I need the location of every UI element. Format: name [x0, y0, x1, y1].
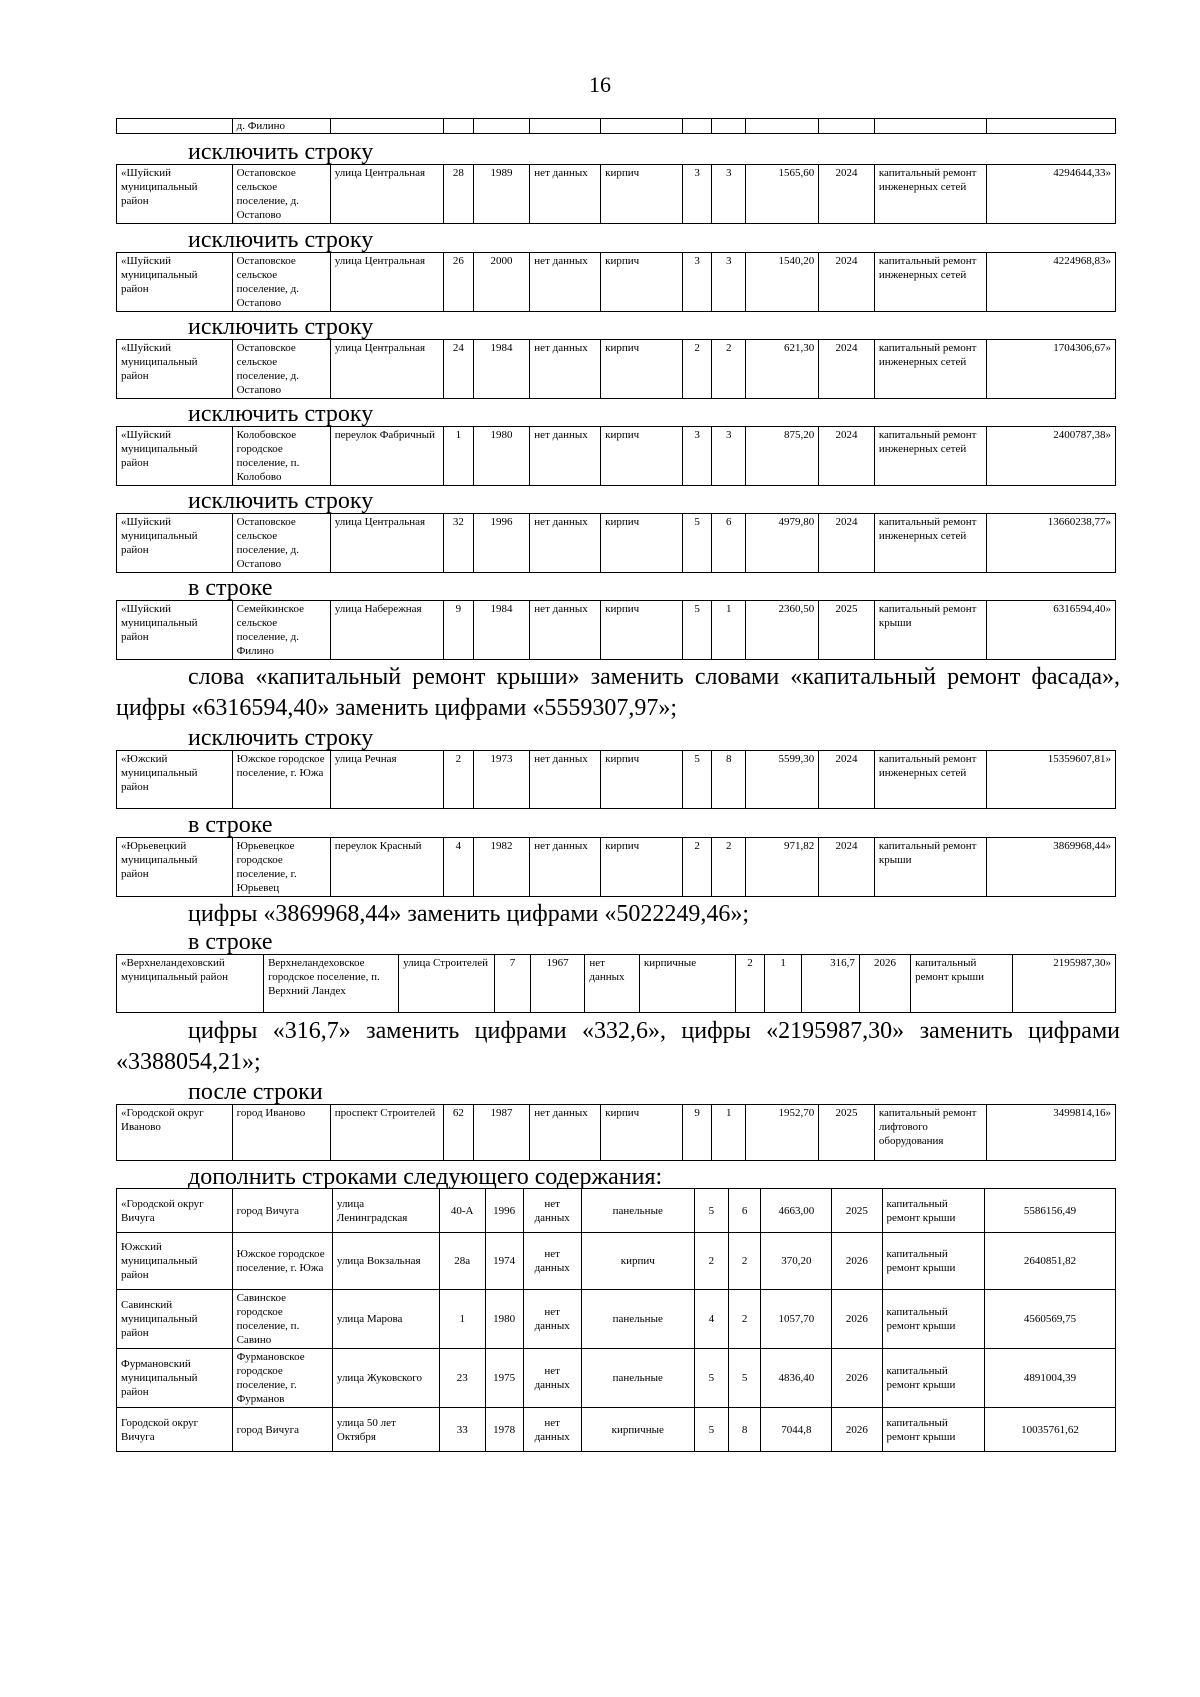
table-cell: переулок Красный: [330, 838, 443, 897]
table-cell: кирпич: [601, 514, 683, 573]
table-cell: 2024: [819, 165, 875, 224]
table-cell: 2: [712, 340, 746, 399]
table-cell: 5: [728, 1349, 761, 1408]
table-cell: 4663,00: [761, 1189, 832, 1233]
table-row: [117, 1105, 1116, 1161]
table-cell: капитальный ремонт инженерных сетей: [874, 514, 986, 573]
table-cell: кирпич: [601, 253, 683, 312]
table-cell: капитальный ремонт инженерных сетей: [874, 340, 986, 399]
table-cell: [473, 119, 530, 134]
table-cell: «Шуйский муниципальный район: [117, 514, 233, 573]
table-cell: Южский муниципальный район: [117, 1233, 233, 1290]
table-cell: 3: [712, 165, 746, 224]
record-table: [116, 118, 1116, 134]
amendment-row-block: [116, 339, 1116, 399]
table-cell: 15359607,81»: [987, 751, 1116, 809]
added-row: [117, 1189, 1116, 1233]
table-cell: 1984: [473, 340, 530, 399]
table-cell: 4294644,33»: [987, 165, 1116, 224]
table-cell: Остаповское сельское поселение, д. Остапово: [232, 514, 330, 573]
table-cell: нет данных: [530, 1105, 601, 1161]
table-cell: кирпичные: [639, 955, 735, 1013]
table-cell: 1974: [485, 1233, 523, 1290]
table-cell: 9: [444, 601, 473, 660]
instruction-heading: в строке: [188, 812, 273, 838]
table-cell: 1: [712, 601, 746, 660]
table-cell: «Юрьевецкий муниципальный район: [117, 838, 233, 897]
record-table: [116, 600, 1116, 660]
table-cell: 1: [712, 1105, 746, 1161]
table-cell: капитальный ремонт инженерных сетей: [874, 427, 986, 486]
table-cell: нет данных: [530, 838, 601, 897]
table-cell: 4224968,83»: [987, 253, 1116, 312]
table-cell: 2640851,82: [985, 1233, 1116, 1290]
table-cell: нет данных: [523, 1349, 581, 1408]
table-cell: «Шуйский муниципальный район: [117, 427, 233, 486]
table-cell: Остаповское сельское поселение, д. Остапово: [232, 340, 330, 399]
table-cell: улица Ленинградская: [332, 1189, 439, 1233]
table-cell: [601, 119, 683, 134]
table-cell: капитальный ремонт крыши: [911, 955, 1013, 1013]
table-cell: кирпич: [601, 838, 683, 897]
table-cell: Савинское городское поселение, п. Савино: [232, 1290, 332, 1349]
table-cell: кирпич: [601, 427, 683, 486]
table-cell: 5: [682, 514, 711, 573]
table-cell: 4560569,75: [985, 1290, 1116, 1349]
table-cell: 28: [444, 165, 473, 224]
added-row: [117, 1290, 1116, 1349]
table-cell: 1984: [473, 601, 530, 660]
table-cell: 1952,70: [746, 1105, 819, 1161]
table-cell: 5: [694, 1408, 728, 1452]
amendment-note: слова «капитальный ремонт крыши» заменить словами «капитальный ремонт фасада», цифры «6316594,40» заменить цифрами «5559307,97»;: [116, 664, 1120, 721]
table-cell: 1980: [485, 1290, 523, 1349]
instruction-heading: исключить строку: [188, 227, 374, 253]
table-cell: 621,30: [746, 340, 819, 399]
table-cell: кирпич: [601, 340, 683, 399]
table-cell: 5586156,49: [985, 1189, 1116, 1233]
table-cell: 2024: [819, 514, 875, 573]
amendment-row-block: [116, 252, 1116, 312]
table-cell: 2024: [819, 427, 875, 486]
table-row: [117, 838, 1116, 897]
table-cell: 9: [682, 1105, 711, 1161]
table-cell: 7044,8: [761, 1408, 832, 1452]
table-cell: 1987: [473, 1105, 530, 1161]
amendment-row-block: [116, 164, 1116, 224]
table-cell: 32: [444, 514, 473, 573]
table-cell: нет данных: [530, 514, 601, 573]
table-cell: 2026: [832, 1408, 882, 1452]
table-cell: 1: [439, 1290, 485, 1349]
table-cell: город Вичуга: [232, 1189, 332, 1233]
table-cell: нет данных: [523, 1290, 581, 1349]
table-cell: 1540,20: [746, 253, 819, 312]
table-cell: «Южский муниципальный район: [117, 751, 233, 809]
table-cell: «Городской округ Вичуга: [117, 1189, 233, 1233]
table-cell: улица Центральная: [330, 514, 443, 573]
table-row: [117, 751, 1116, 809]
table-cell: 1978: [485, 1408, 523, 1452]
record-table: [116, 164, 1116, 224]
amendment-row-block: [116, 600, 1116, 660]
table-cell: Остаповское сельское поселение, д. Остапово: [232, 165, 330, 224]
table-cell: 1980: [473, 427, 530, 486]
table-cell: 6316594,40»: [987, 601, 1116, 660]
instruction-heading: исключить строку: [188, 488, 374, 514]
table-row: [117, 514, 1116, 573]
table-cell: капитальный ремонт инженерных сетей: [874, 165, 986, 224]
table-cell: капитальный ремонт инженерных сетей: [874, 253, 986, 312]
record-table: [116, 339, 1116, 399]
table-cell: [530, 119, 601, 134]
amendment-row-block: [116, 426, 1116, 486]
table-cell: 1967: [530, 955, 584, 1013]
table-cell: 4979,80: [746, 514, 819, 573]
continuation-row-block: [116, 118, 1116, 134]
record-table: [116, 513, 1116, 573]
record-table: [116, 750, 1116, 809]
instruction-heading: в строке: [188, 929, 273, 955]
table-row: [117, 427, 1116, 486]
instruction-heading: исключить строку: [188, 401, 374, 427]
table-cell: Городской округ Вичуга: [117, 1408, 233, 1452]
table-cell: «Городской округ Иваново: [117, 1105, 233, 1161]
table-cell: 370,20: [761, 1233, 832, 1290]
table-cell: 1: [444, 427, 473, 486]
table-cell: кирпич: [581, 1233, 694, 1290]
table-cell: нет данных: [530, 340, 601, 399]
table-cell: 2024: [819, 751, 875, 809]
table-cell: д. Филино: [232, 119, 330, 134]
table-cell: 3869968,44»: [987, 838, 1116, 897]
amendment-row-block: [116, 837, 1116, 897]
table-cell: Остаповское сельское поселение, д. Остапово: [232, 253, 330, 312]
table-cell: 2: [444, 751, 473, 809]
table-row: [117, 253, 1116, 312]
record-table: [116, 1104, 1116, 1161]
table-cell: нет данных: [530, 427, 601, 486]
table-cell: 28а: [439, 1233, 485, 1290]
table-cell: 2024: [819, 340, 875, 399]
table-cell: «Верхнеландеховский муниципальный район: [117, 955, 264, 1013]
table-cell: 3: [712, 253, 746, 312]
table-cell: панельные: [581, 1349, 694, 1408]
table-cell: 2026: [832, 1290, 882, 1349]
table-cell: 3499814,16»: [987, 1105, 1116, 1161]
table-cell: 3: [682, 427, 711, 486]
table-cell: 6: [728, 1189, 761, 1233]
table-cell: 1704306,67»: [987, 340, 1116, 399]
table-cell: 33: [439, 1408, 485, 1452]
table-cell: 1565,60: [746, 165, 819, 224]
table-cell: 1975: [485, 1349, 523, 1408]
table-row: [117, 165, 1116, 224]
table-cell: нет данных: [530, 165, 601, 224]
table-cell: Савинский муниципальный район: [117, 1290, 233, 1349]
table-cell: 2025: [819, 601, 875, 660]
table-cell: капитальный ремонт крыши: [874, 838, 986, 897]
table-cell: капитальный ремонт лифтового оборудования: [874, 1105, 986, 1161]
table-cell: переулок Фабричный: [330, 427, 443, 486]
table-cell: 2195987,30»: [1013, 955, 1116, 1013]
table-cell: 4: [444, 838, 473, 897]
table-row: [117, 955, 1116, 1013]
table-cell: улица Центральная: [330, 165, 443, 224]
table-cell: Юрьевецкое городское поселение, г. Юрьевец: [232, 838, 330, 897]
table-cell: 5: [682, 751, 711, 809]
table-cell: капитальный ремонт крыши: [882, 1233, 985, 1290]
table-cell: [117, 119, 233, 134]
table-cell: 2024: [819, 253, 875, 312]
table-row: [117, 340, 1116, 399]
table-cell: 5: [682, 601, 711, 660]
added-rows-block: [116, 1188, 1116, 1452]
table-cell: 62: [444, 1105, 473, 1161]
table-cell: [819, 119, 875, 134]
table-cell: кирпич: [601, 165, 683, 224]
table-cell: 2: [735, 955, 764, 1013]
table-cell: 4836,40: [761, 1349, 832, 1408]
table-cell: [746, 119, 819, 134]
table-cell: 7: [495, 955, 531, 1013]
amendment-row-block: [116, 513, 1116, 573]
table-cell: «Шуйский муниципальный район: [117, 340, 233, 399]
table-cell: 1: [765, 955, 802, 1013]
table-cell: 316,7: [802, 955, 860, 1013]
table-cell: панельные: [581, 1189, 694, 1233]
table-cell: улица Набережная: [330, 601, 443, 660]
table-row: [117, 601, 1116, 660]
table-cell: 2: [694, 1233, 728, 1290]
table-cell: улица Строителей: [399, 955, 495, 1013]
table-cell: 1057,70: [761, 1290, 832, 1349]
table-cell: 2: [682, 340, 711, 399]
table-cell: улица Центральная: [330, 253, 443, 312]
table-cell: кирпич: [601, 601, 683, 660]
instruction-heading: исключить строку: [188, 139, 374, 165]
amendment-note: цифры «3869968,44» заменить цифрами «5022249,46»;: [188, 901, 750, 927]
table-cell: 2: [728, 1233, 761, 1290]
table-cell: [682, 119, 711, 134]
table-cell: проспект Строителей: [330, 1105, 443, 1161]
table-cell: панельные: [581, 1290, 694, 1349]
table-cell: «Шуйский муниципальный район: [117, 253, 233, 312]
added-row: [117, 1408, 1116, 1452]
amendment-row-block: [116, 1104, 1116, 1161]
table-cell: кирпичные: [581, 1408, 694, 1452]
table-cell: 971,82: [746, 838, 819, 897]
table-cell: 24: [444, 340, 473, 399]
table-cell: нет данных: [530, 253, 601, 312]
table-cell: улица Центральная: [330, 340, 443, 399]
table-cell: капитальный ремонт инженерных сетей: [874, 751, 986, 809]
table-cell: 1989: [473, 165, 530, 224]
amendment-row-block: [116, 954, 1116, 1013]
table-cell: [874, 119, 986, 134]
table-cell: улица Речная: [330, 751, 443, 809]
table-cell: 2026: [832, 1349, 882, 1408]
table-cell: город Вичуга: [232, 1408, 332, 1452]
record-table: [116, 252, 1116, 312]
table-cell: 2360,50: [746, 601, 819, 660]
table-cell: Фурмановское городское поселение, г. Фурманов: [232, 1349, 332, 1408]
table-cell: 5: [694, 1349, 728, 1408]
added-row: [117, 1233, 1116, 1290]
table-cell: капитальный ремонт крыши: [882, 1189, 985, 1233]
table-cell: Южское городское поселение, г. Южа: [232, 1233, 332, 1290]
table-cell: 875,20: [746, 427, 819, 486]
table-cell: 2000: [473, 253, 530, 312]
record-table: [116, 1188, 1116, 1452]
table-cell: [444, 119, 473, 134]
table-cell: Фурмановский муниципальный район: [117, 1349, 233, 1408]
amendment-row-block: [116, 750, 1116, 809]
table-cell: 5599,30: [746, 751, 819, 809]
table-cell: 2025: [832, 1189, 882, 1233]
table-cell: [330, 119, 443, 134]
table-cell: Колобовское городское поселение, п. Колобово: [232, 427, 330, 486]
table-cell: 4891004,39: [985, 1349, 1116, 1408]
table-cell: 2024: [819, 838, 875, 897]
table-cell: нет данных: [523, 1408, 581, 1452]
instruction-heading: после строки: [188, 1079, 323, 1105]
table-cell: 1973: [473, 751, 530, 809]
table-cell: капитальный ремонт крыши: [882, 1349, 985, 1408]
table-cell: 40-А: [439, 1189, 485, 1233]
table-cell: 2025: [819, 1105, 875, 1161]
table-cell: нет данных: [530, 601, 601, 660]
table-cell: «Шуйский муниципальный район: [117, 601, 233, 660]
instruction-heading: дополнить строками следующего содержания:: [188, 1164, 663, 1190]
table-cell: капитальный ремонт крыши: [874, 601, 986, 660]
table-cell: 1996: [473, 514, 530, 573]
instruction-heading: в строке: [188, 575, 273, 601]
table-cell: 4: [694, 1290, 728, 1349]
table-cell: нет данных: [585, 955, 639, 1013]
instruction-heading: исключить строку: [188, 314, 374, 340]
table-cell: 1982: [473, 838, 530, 897]
table-cell: [987, 119, 1116, 134]
table-cell: город Иваново: [232, 1105, 330, 1161]
amendment-note: цифры «316,7» заменить цифрами «332,6», цифры «2195987,30» заменить цифрами «3388054,21»;: [116, 1018, 1120, 1075]
table-cell: 3: [712, 427, 746, 486]
table-cell: капитальный ремонт крыши: [882, 1408, 985, 1452]
table-cell: кирпич: [601, 1105, 683, 1161]
page-number: 16: [589, 72, 611, 97]
table-cell: 23: [439, 1349, 485, 1408]
record-table: [116, 954, 1116, 1013]
continuation-row: [117, 119, 1116, 134]
table-cell: улица Марова: [332, 1290, 439, 1349]
table-cell: 3: [682, 165, 711, 224]
table-cell: 8: [728, 1408, 761, 1452]
table-cell: улица 50 лет Октября: [332, 1408, 439, 1452]
table-cell: 2400787,38»: [987, 427, 1116, 486]
table-cell: 2026: [859, 955, 910, 1013]
table-cell: 2: [728, 1290, 761, 1349]
table-cell: 3: [682, 253, 711, 312]
record-table: [116, 837, 1116, 897]
table-cell: нет данных: [523, 1233, 581, 1290]
table-cell: улица Вокзальная: [332, 1233, 439, 1290]
table-cell: капитальный ремонт крыши: [882, 1290, 985, 1349]
table-cell: 1996: [485, 1189, 523, 1233]
table-cell: нет данных: [530, 751, 601, 809]
table-cell: Южское городское поселение, г. Южа: [232, 751, 330, 809]
instruction-heading: исключить строку: [188, 725, 374, 751]
table-cell: 2: [682, 838, 711, 897]
table-cell: 2026: [832, 1233, 882, 1290]
table-cell: 26: [444, 253, 473, 312]
table-cell: улица Жуковского: [332, 1349, 439, 1408]
table-cell: «Шуйский муниципальный район: [117, 165, 233, 224]
table-cell: 6: [712, 514, 746, 573]
table-cell: Семейкинское сельское поселение, д. Филино: [232, 601, 330, 660]
table-cell: 8: [712, 751, 746, 809]
added-row: [117, 1349, 1116, 1408]
table-cell: 10035761,62: [985, 1408, 1116, 1452]
table-cell: 2: [712, 838, 746, 897]
table-cell: кирпич: [601, 751, 683, 809]
table-cell: 5: [694, 1189, 728, 1233]
table-cell: Верхнеландеховское городское поселение, п. Верхний Ландех: [264, 955, 399, 1013]
table-cell: [712, 119, 746, 134]
table-cell: нет данных: [523, 1189, 581, 1233]
table-cell: 13660238,77»: [987, 514, 1116, 573]
record-table: [116, 426, 1116, 486]
